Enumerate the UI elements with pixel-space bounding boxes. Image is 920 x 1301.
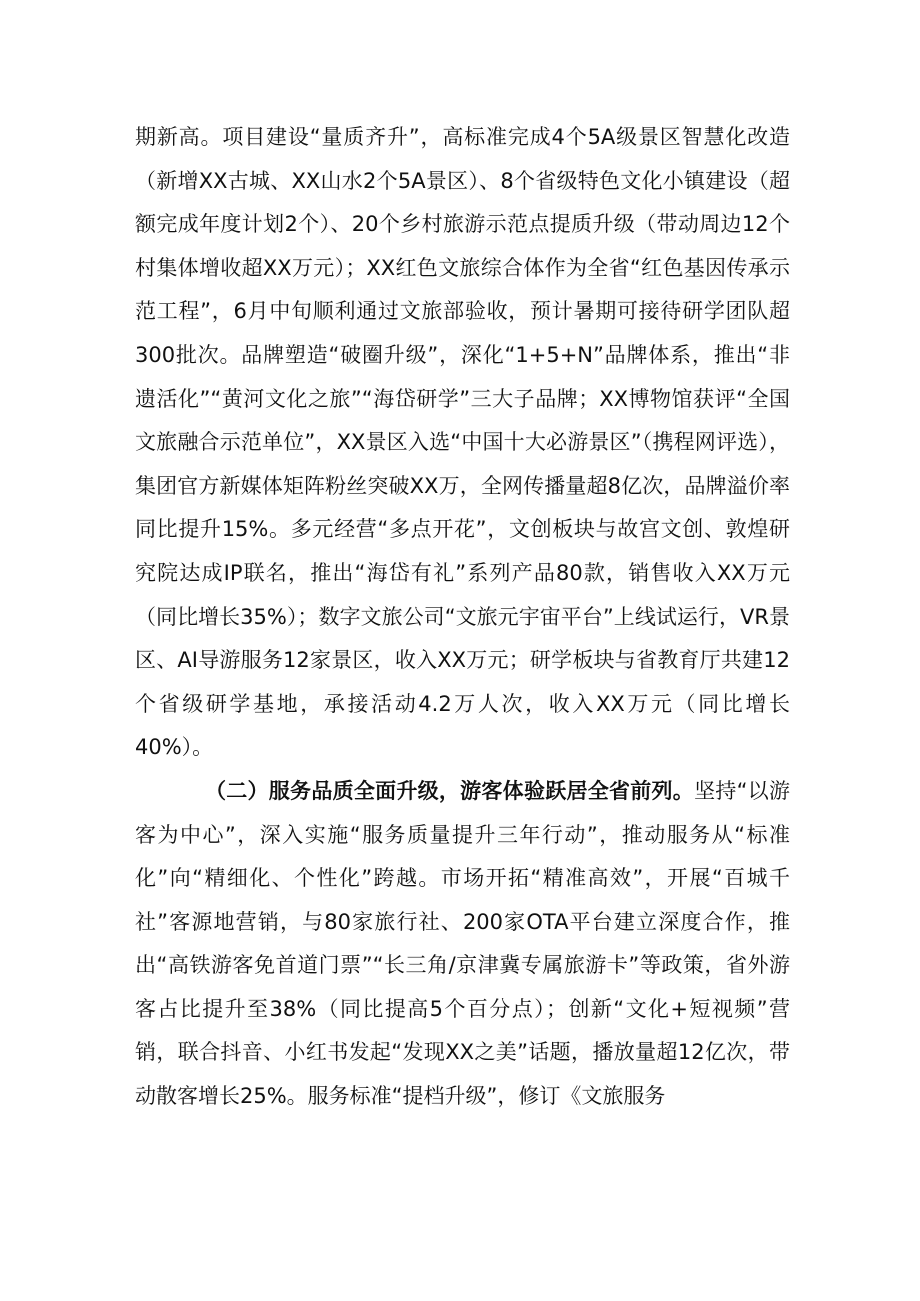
paragraph-1: 期新高。项目建设“量质齐升”，高标准完成4个5A级景区智慧化改造（新增XX古城、XX山水2个5A景区）、8个省级特色文化小镇建设（超额完成年度计划2个）、20个乡村旅游示范点提质升级（带动周边12个村集体增收超XX万元）；XX红色文旅综合体作为全省“红色基因传承示范工程”，6月中旬顺利通过文旅部验收，预计暑期可接待研学团队超300批次。品牌塑造“破圈升级”，深化“1+5+N”品牌体系，推出“非遗活化”“黄河文化之旅”“海岱研学”三大子品牌；XX博物馆获评“全国文旅融合示范单位”，XX景区入选“中国十大必游景区”（携程网评选），集团官方新媒体矩阵粉丝突破XX万，全网传播量超8亿次，品牌溢价率同比提升15%。多元经营“多点开花”，文创板块与故宫文创、敦煌研究院达成IP联名，推出“海岱有礼”系列产品80款，销售收入XX万元（同比增长35%）；数字文旅公司“文旅元宇宙平台”上线试运行，VR景区、AI导游服务12家景区，收入XX万元；研学板块与省教育厅共建12个省级研学基地，承接活动4.2万人次，收入XX万元（同比增长40%）。 [135, 125, 790, 760]
paragraph-2-body: 坚持“以游客为中心”，深入实施“服务质量提升三年行动”，推动服务从“标准化”向“精细化、个性化”跨越。市场开拓“精准高效”，开展“百城千社”客源地营销，与80家旅行社、200家OTA平台建立深度合作，推出“高铁游客免首道门票”“长三角/京津冀专属旅游卡”等政策，省外游客占比提升至38%（同比提高5个百分点）；创新“文化+短视频”营销，联合抖音、小红书发起“发现XX之美”话题，播放量超12亿次，带动散客增长25%。服务标准“提档升级”，修订《文旅服务 [135, 778, 790, 1109]
paragraph-2 [135, 770, 790, 1119]
document-body [135, 116, 790, 1119]
section-heading: （二）服务品质全面升级，游客体验跃居全省前列。 [205, 778, 695, 803]
